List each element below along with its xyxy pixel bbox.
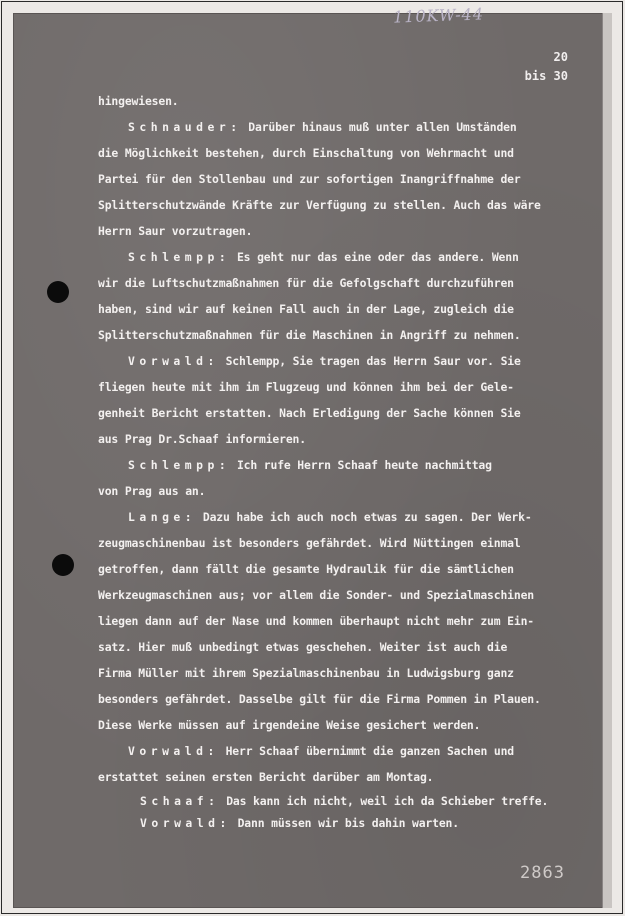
- line-text: zeugmaschinenbau ist besonders gefährdet. Wird Nüttingen einmal: [98, 536, 521, 550]
- speaker-line: [98, 812, 608, 834]
- transcript-line: [98, 582, 608, 608]
- line-text: Firma Müller mit ihrem Spezialmaschinenbau in Ludwigsburg ganz: [98, 666, 514, 680]
- line-text: Dazu habe ich auch noch etwas zu sagen. Der Werk-: [196, 510, 532, 524]
- line-text: die Möglichkeit bestehen, durch Einschaltung von Wehrmacht und: [98, 146, 514, 160]
- transcript-line: [98, 166, 608, 192]
- transcript-line: [98, 478, 608, 504]
- speaker-name: Lange:: [128, 510, 197, 524]
- line-text: Ich rufe Herrn Schaaf heute nachmittag: [230, 458, 492, 472]
- page-reference-top: 20: [553, 50, 568, 64]
- transcript-line: [98, 322, 608, 348]
- transcript-line: [98, 556, 608, 582]
- line-text: Herr Schaaf übernimmt die ganzen Sachen und: [218, 744, 515, 758]
- transcript-line: [98, 686, 608, 712]
- line-text: haben, sind wir auf keinen Fall auch in der Lage, zugleich die: [98, 302, 514, 316]
- speaker-name: Schaaf:: [140, 794, 220, 808]
- transcript-line: [98, 400, 608, 426]
- line-text: fliegen heute mit ihm im Flugzeug und können ihm bei der Gele-: [98, 380, 514, 394]
- line-text: Diese Werke müssen auf irgendeine Weise gesichert werden.: [98, 718, 481, 732]
- transcript-line: [98, 218, 608, 244]
- line-text: Partei für den Stollenbau und zur sofortigen Inangriffnahme der: [98, 172, 521, 186]
- page-reference-bottom: bis 30: [524, 69, 568, 83]
- line-text: Darüber hinaus muß unter allen Umständen: [241, 120, 517, 134]
- line-text: besonders gefährdet. Dasselbe gilt für die Firma Pommen in Plauen.: [98, 692, 541, 706]
- speaker-line: [98, 348, 608, 374]
- line-text: Splitterschutzmaßnahmen für die Maschinen in Angriff zu nehmen.: [98, 328, 521, 342]
- line-text: Schlempp, Sie tragen das Herrn Saur vor. Sie: [218, 354, 521, 368]
- line-text: liegen dann auf der Nase und kommen überhaupt nicht mehr zum Ein-: [98, 614, 535, 628]
- speaker-line: [98, 504, 608, 530]
- transcript-line: [98, 140, 608, 166]
- line-text: Es geht nur das eine oder das andere. Wenn: [230, 250, 519, 264]
- transcript-line: [98, 660, 608, 686]
- speaker-line: [98, 114, 608, 140]
- speaker-line: [98, 790, 608, 812]
- transcript-line: [98, 270, 608, 296]
- speaker-name: Schlempp:: [128, 458, 231, 472]
- line-text: wir die Luftschutzmaßnahmen für die Gefolgschaft durchzuführen: [98, 276, 514, 290]
- transcript-line: [98, 764, 608, 790]
- speaker-line: [98, 452, 608, 478]
- line-text: Das kann ich nicht, weil ich da Schieber treffe.: [219, 794, 549, 808]
- transcript-line: [98, 296, 608, 322]
- line-text: genheit Bericht erstatten. Nach Erledigung der Sache können Sie: [98, 406, 521, 420]
- speaker-name: Schnauder:: [128, 120, 242, 134]
- line-text: hingewiesen.: [98, 94, 179, 108]
- handwritten-archive-note: 110KW-44: [392, 4, 485, 27]
- transcript-line: [98, 88, 608, 114]
- line-text: getroffen, dann fällt die gesamte Hydraulik für die sämtlichen: [98, 562, 514, 576]
- speaker-name: Vorwald:: [140, 816, 231, 830]
- punch-hole-bottom: [52, 554, 74, 576]
- line-text: Dann müssen wir bis dahin warten.: [230, 816, 459, 830]
- transcript-line: [98, 634, 608, 660]
- transcript-line: [98, 192, 608, 218]
- line-text: Splitterschutzwände Kräfte zur Verfügung zu stellen. Auch das wäre: [98, 198, 541, 212]
- line-text: von Prag aus an.: [98, 484, 206, 498]
- line-text: erstattet seinen ersten Bericht darüber am Montag.: [98, 770, 434, 784]
- transcript-line: [98, 608, 608, 634]
- transcript-line: [98, 426, 608, 452]
- speaker-name: Vorwald:: [128, 354, 219, 368]
- line-text: Werkzeugmaschinen aus; vor allem die Sonder- und Spezialmaschinen: [98, 588, 535, 602]
- transcript-line: [98, 530, 608, 556]
- line-text: satz. Hier muß unbedingt etwas geschehen. Weiter ist auch die: [98, 640, 508, 654]
- transcript-line: [98, 712, 608, 738]
- transcript-text: [98, 88, 608, 834]
- archive-stamp-number: 2863: [520, 863, 565, 883]
- speaker-name: Schlempp:: [128, 250, 231, 264]
- transcript-line: [98, 374, 608, 400]
- speaker-line: [98, 244, 608, 270]
- punch-hole-top: [47, 281, 69, 303]
- line-text: aus Prag Dr.Schaaf informieren.: [98, 432, 306, 446]
- speaker-name: Vorwald:: [128, 744, 219, 758]
- speaker-line: [98, 738, 608, 764]
- line-text: Herrn Saur vorzutragen.: [98, 224, 253, 238]
